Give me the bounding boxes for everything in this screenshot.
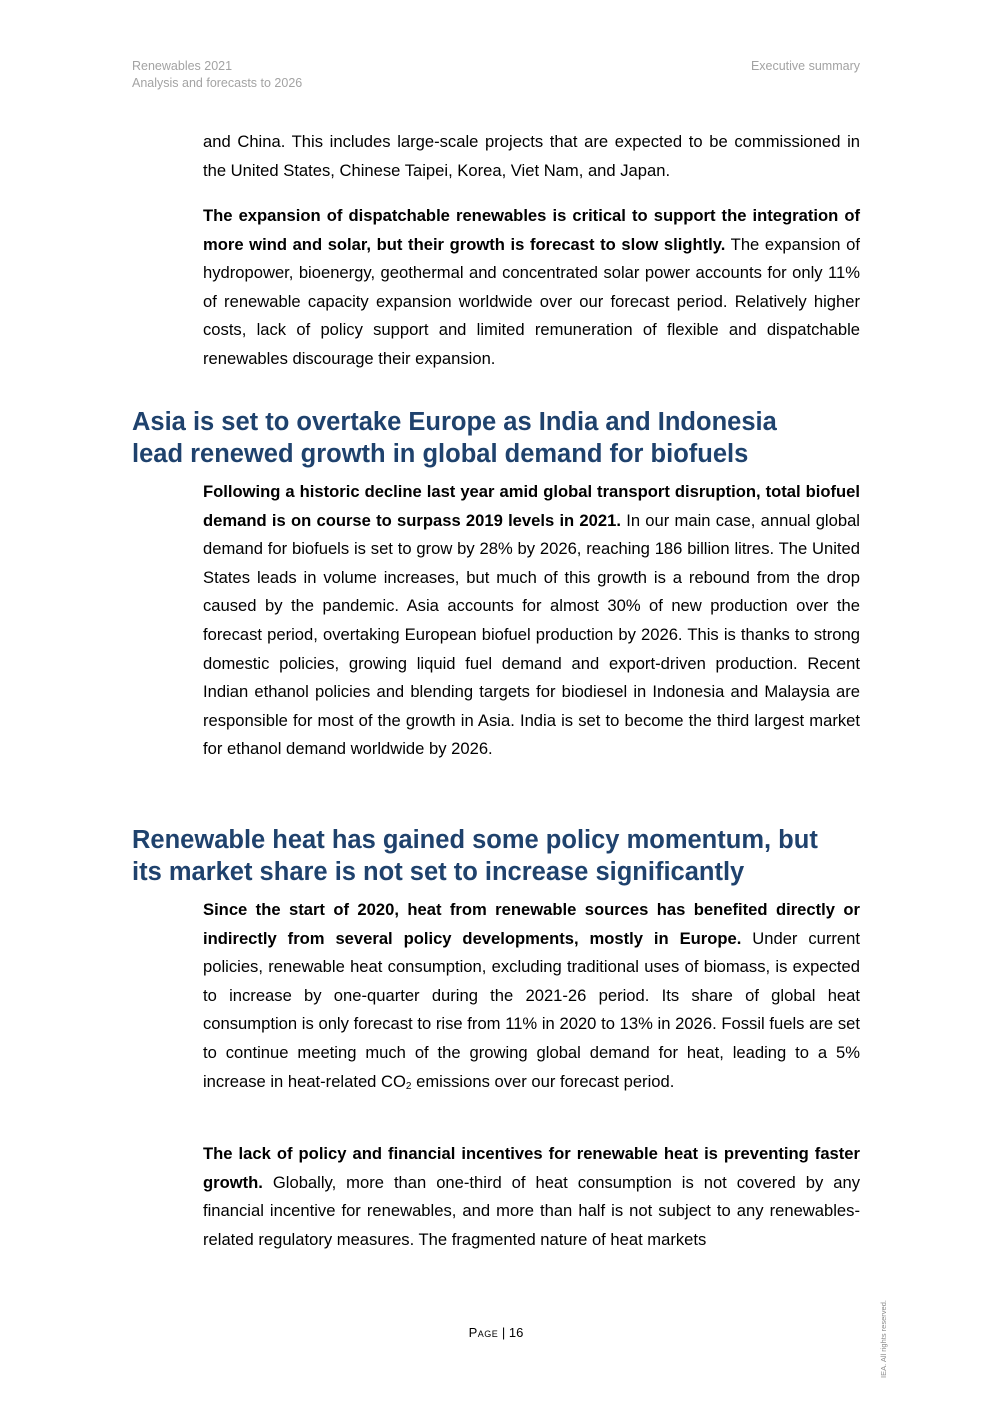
paragraph-heat-incentives	[203, 1140, 860, 1254]
section-heading-biofuels	[132, 406, 872, 470]
paragraph-text: and China. This includes large-scale projects that are expected to be commissioned in the United States, Chinese Taipei, Korea, Viet Nam, and Japan.	[203, 132, 860, 180]
paragraph-text: The expansion of hydropower, bioenergy, geothermal and concentrated solar power accounts for only 11% of renewable capacity expansion worldwide over our forecast period. Relatively higher costs, lack of policy support and limited remuneration of flexible and dispatchable renewables discourage their expansion.	[203, 234, 860, 368]
heading-line: lead renewed growth in global demand for biofuels	[132, 440, 749, 468]
page-number: 16	[508, 1325, 524, 1340]
paragraph-lead: Since the start of 2020, heat from renewable sources has benefited directly or indirectly from several policy developments, mostly in Europe.	[203, 900, 860, 948]
paragraph-biofuels	[203, 478, 860, 764]
section-heading-heat	[132, 824, 872, 888]
copyright-notice: IEA. All rights reserved.	[879, 1300, 888, 1378]
paragraph-heat-policy	[203, 896, 860, 1096]
heading-line: Renewable heat has gained some policy momentum, but	[132, 826, 818, 854]
report-subtitle: Analysis and forecasts to 2026	[132, 76, 303, 90]
paragraph-lead: The expansion of dispatchable renewables is critical to support the integration of more wind and solar, but their growth is forecast to slow slightly.	[203, 206, 860, 254]
report-title: Renewables 2021	[132, 59, 233, 73]
paragraph-continued	[203, 128, 860, 185]
page-footer	[0, 1325, 992, 1340]
paragraph-text: Globally, more than one-third of heat consumption is not covered by any financial incentive for renewables, and more than half is not subject to any renewables-related regulatory measures. The fragmented nature of heat markets	[203, 1172, 860, 1249]
page-separator: |	[498, 1325, 509, 1340]
paragraph-lead: Following a historic decline last year amid global transport disruption, total biofuel demand is on course to surpass 2019 levels in 2021.	[203, 482, 860, 530]
paragraph-lead: The lack of policy and financial incentives for renewable heat is preventing faster growth.	[203, 1144, 860, 1192]
running-header-left	[132, 58, 302, 92]
page-label: Page	[468, 1325, 499, 1340]
paragraph-dispatchable	[203, 202, 860, 374]
heading-line: its market share is not set to increase significantly	[132, 858, 745, 886]
paragraph-text: emissions over our forecast period.	[411, 1071, 675, 1091]
running-header-section: Executive summary	[750, 59, 860, 73]
paragraph-text: In our main case, annual global demand for biofuels is set to grow by 28% by 2026, reaching 186 billion litres. The United States leads in volume increases, but much of this growth is a rebound from the drop caused by the pandemic. Asia accounts for almost 30% of new production over the forecast period, overtaking European biofuel production by 2026. This is thanks to strong domestic policies, growing liquid fuel demand and export-driven production. Recent Indian ethanol policies and blending targets for biodiesel in Indonesia and Malaysia are responsible for most of the growth in Asia. India is set to become the third largest market for ethanol demand worldwide by 2026.	[203, 510, 860, 759]
subscript: 2	[405, 1080, 412, 1092]
heading-line: Asia is set to overtake Europe as India and Indonesia	[132, 408, 777, 436]
paragraph-text: Under current policies, renewable heat consumption, excluding traditional uses of biomass, is expected to increase by one-quarter during the 2021-26 period. Its share of global heat consumption is only forecast to rise from 11% in 2020 to 13% in 2026. Fossil fuels are set to continue meeting much of the growing global demand for heat, leading to a 5% increase in heat-related CO	[203, 928, 860, 1091]
